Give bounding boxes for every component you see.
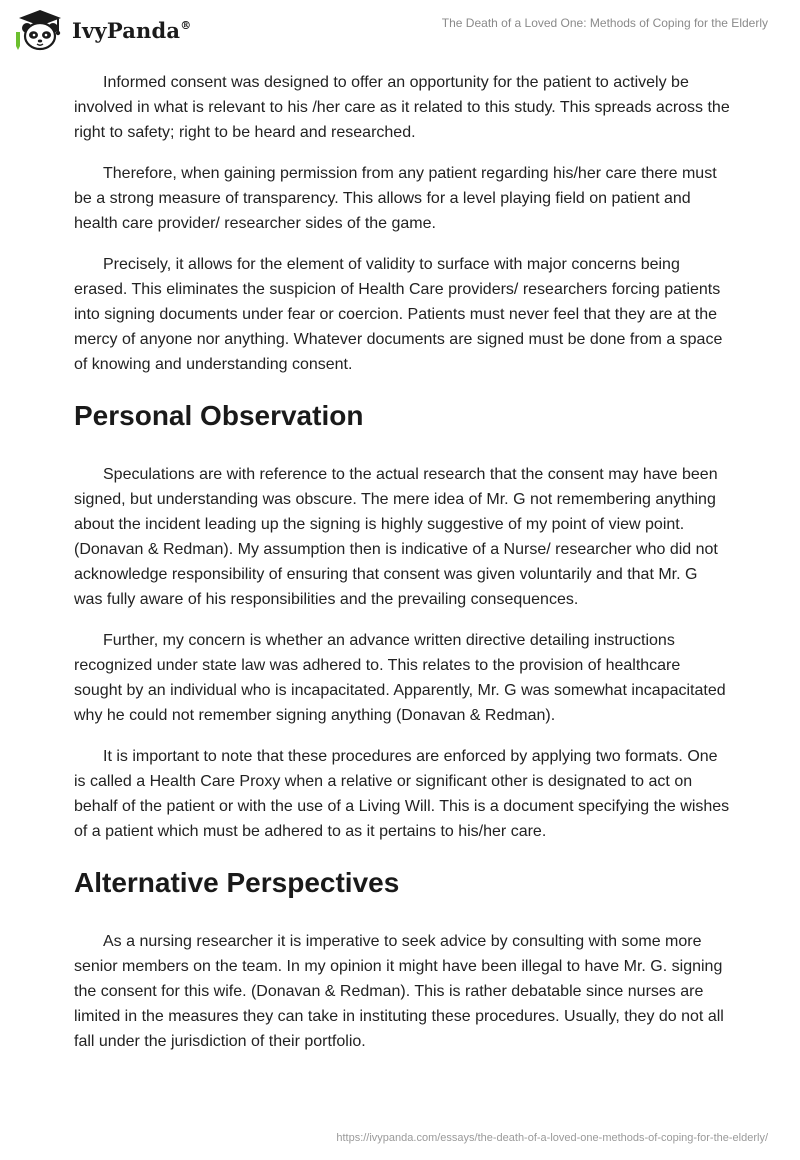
section-heading-alternative-perspectives: Alternative Perspectives [74, 867, 400, 898]
paragraph: Further, my concern is whether an advance written directive detailing instructions recognized under state law was adhered to. This relates to the provision of healthcare sought by an individual who is incapacitated. Apparently, Mr. G was somewhat incapacitated why he could not remember signing anything (Donavan & Redman). [74, 632, 726, 724]
panda-graduate-icon [14, 8, 66, 52]
paragraph: Informed consent was designed to offer an opportunity for the patient to actively be involved in what is relevant to his /her care as it related to this study. This spreads across the right to safety; right to be heard and researched. [74, 74, 730, 141]
paragraph: Speculations are with reference to the actual research that the consent may have been signed, but understanding was obscure. The mere idea of Mr. G not remembering anything about the incident leading up the signing is highly suggestive of my point of view point. (Donavan & Redman). My assumption then is indicative of a Nurse/ researcher who did not acknowledge responsibility of ensuring that consent was given voluntarily and that Mr. G was fully aware of his responsibilities and the prevailing consequences. [74, 466, 718, 608]
document-title: The Death of a Loved One: Methods of Coping for the Elderly [441, 16, 768, 30]
paragraph: Therefore, when gaining permission from any patient regarding his/her care there must be a strong measure of transparency. This allows for a level playing field on patient and health care provider/ researcher sides of the game. [74, 165, 717, 232]
page-header [0, 0, 800, 60]
paragraph: It is important to note that these procedures are enforced by applying two formats. One is called a Health Care Proxy when a relative or significant other is designated to act on behalf of the patient or with the use of a Living Will. This is a document specifying the wishes of a patient which must be adhered to as it pertains to his/her care. [74, 748, 730, 840]
paragraph: As a nursing researcher it is imperative to seek advice by consulting with some more senior members on the team. In my opinion it might have been illegal to have Mr. G. signing the consent for this wife. (Donavan & Redman). This is rather debatable since nurses are limited in the measures they can take in instituting these procedures. Usually, they do not all fall under the jurisdiction of their portfolio. [74, 933, 724, 1050]
section-heading-personal-observation: Personal Observation [74, 400, 364, 431]
brand-logo[interactable] [14, 8, 191, 52]
essay-body [74, 70, 730, 1070]
paragraph: Precisely, it allows for the element of validity to surface with major concerns being erased. This eliminates the suspicion of Health Care providers/ researchers forcing patients into signing documents under fear or coercion. Patients must never feel that they are at the mercy of anyone nor anything. Whatever documents are signed must be done from a space of knowing and understanding consent. [74, 256, 723, 373]
source-url-link[interactable]: https://ivypanda.com/essays/the-death-of-a-loved-one-methods-of-coping-for-the-elderly/ [336, 1132, 768, 1144]
brand-name: IvyPanda® [72, 17, 192, 43]
